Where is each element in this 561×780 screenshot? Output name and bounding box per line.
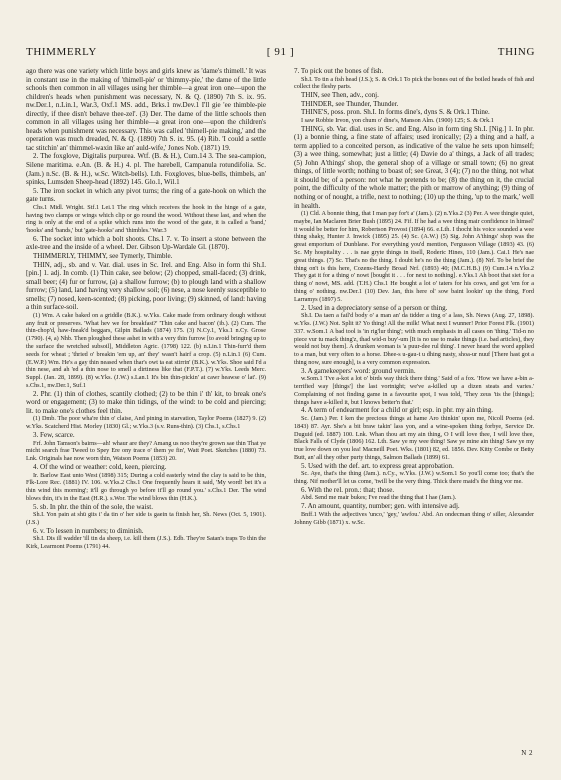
entry-paragraph: 6. With the rel. pron.: that; those.: [301, 485, 395, 494]
header-left-headword: THIMMERLY: [26, 46, 97, 58]
entry-paragraph: THINDER, see Thunder, Thunder.: [301, 99, 399, 108]
signature-mark: N 2: [521, 749, 533, 757]
right-column: [294, 67, 534, 757]
entry-paragraph: (1) Dmb. The poor wha're thin o' claise, And pining in starvation, Taylor Poems (1827) 9. (2) w.Yks. Scatcherd Hist. Morley (1830) Gl.; w.Yks.3 (s.v. Runs-thin). (3) Chs.1, s.Chs.1: [26, 415, 266, 431]
entry-paragraph: Frf. John Tamson's bairns—ah! whaur are they? Amang us noo they're grown sae thin That ye micht search frae Tweed to Spey Ere ony trace o' them ye fin', Watt Poet. Sketches (1880) 73. Lnk. Originals hae now worn thin, Watson Poems (1853) 20.: [26, 439, 266, 463]
entry-paragraph: THING, sb. Var. dial. uses in Sc. and Eng. Also in form ting Sh.I. [Nig.] 1. In phr. (1) a bonnie thing, a fine state of affairs; used ironically; (2) a thing and a half, a term applied to a conceited person, as indicative of the value he sets upon himself; (3) a wee thing, somewhat; just a little; (4) Davie do a' things, a Jack of all trades; (5) John A'things' shop, the general shop of a village or small town; (6) no great things, of little worth; nothing to boast of; see Great, 3 (4); (7) no the thing, not what it should be; of a person: not what he pretends to be; (8) the thing on it, the crucial point, the difficulty of the whole matter; the pith or marrow of anything; (9) thing of nothing or of nought, a trifle, next to nothing; (10) up the thing, 'up to the mark,' well in health.: [294, 124, 534, 210]
entry-paragraph: Sh.I. Yon pain at shü gits i' da tin o' her side is gaein ta finish her, Sh. News (Oct. 5, 1901). (J.S.): [26, 511, 266, 527]
entry-paragraph: 2. Used in a depreciatory sense of a person or thing.: [301, 303, 448, 312]
entry-paragraph: 2. Phr. (1) thin of clothes, scantily clothed; (2) to be thin i' th' kit, to break one's word or engagement; (3) to make thin tidings, of the wind: to be cold and piercing; lit. to make one's clothes feel thin.: [26, 389, 266, 415]
page-number: [ 91 ]: [266, 46, 295, 58]
entry-paragraph: Abd. Send me mair bukes; I've read the thing that I hae (Jam.).: [301, 494, 457, 502]
entry-paragraph: Chs.1 Midl. Wright. Stf.1 Lei.1 The ring which receives the hook in the hinge of a gate, having two clamps or wings which clip or go round the wood. Without these last, and when the ring is only at the end of a spike which runs into the wood of the gate, it is called a 'band,' 'hooks' and 'bands,' but 'gate-hooks' and 'thimbles.' War.3: [26, 203, 266, 235]
entry-paragraph: I saw Robbie Irvon, yon chum o' dine's, Manson Alm. (1900) 125; S. & Ork.1: [301, 116, 494, 124]
entry-paragraph: 4. Of the wind or weather: cold, keen, piercing.: [33, 463, 167, 471]
entry-paragraph: THIN, adj., sb. and v. Var. dial. uses in Sc. Irel. and Eng. Also in form thi Sh.I. [pin.] 1. adj. In comb. (1) Thin cake, see below; (2) chopped, small-faced; (3) drink, small beer; (4) fur or furrow, (a) a shallow furrow; (b) to plough land with a shallow furrow; (5) land, land having very shallow soil; (6) nese, a nose keenly susceptible to smells; (7) nosed, keen-scented; (8) picking, poor living; (9) skinned, of land: having a thin surface-soil.: [26, 260, 266, 312]
entry-paragraph: (1) Wm. A cake baked on a griddle (B.K.). w.Yks. Cake made from ordinary dough without any fruit or preserves. 'What hev we for breakfast?' 'Thin cake and bacon' (ib.). (2) Cum. The thin-chop'd, haw-fneak'd beggars, Gilpin Ballads (1874) 175. (3) N.Cy.1, Yks.1 n.Cy. Grose (1790). (4, a) Nhb. Then ploughed these ashet in with a very thin furrow [to avoid bringing up to the surface the wretched subsoil], Middleton Agric. (1798) 122. (b) n.Lin.1 Thin-furr'd them seeds for wheat ; 'thried o' breakin 'em up, an' they' wasn't hairf a crop. (5) n.Lin.1 (6) Cum. (E.W.P.) Wm. He's a gay thin neased when thar's owt ta eat stirrin' (B.K.). w.Yks. Shoe said I'd a thin nese, and ah 'ed a thin nose to smell a dirtiness like that (F.P.T.). (7) w.Yks. Leeds Merc. Suppl. (Jan. 28, 1899). (8) w.Yks. (J.W.) s.Lan.1 It's bin thin-pickin' at cawr heawse o' lat'. (9) s.Chs.1, nw.Der.1, Suf.1: [26, 311, 266, 390]
entry-paragraph: Sc. (Jam.) Per. I ken the precious things at hame Aro thinkin' upon me, Nicoll Poems (ed. 1843) 87. Ayr. She's a bit braw takin' lass yon, and a wine-spoken thing forbye, Service Dr. Duguid (ed. 1887) 100. Lnk. Whan thou art my ain thing, O I will love thee, I will love thee, Black Falls of Clyde (1806) 162. Lth. Saw ye my wee thing! Saw ye mine ain thing! Saw ye my true love down on you lea! Macneill Poet. Wks. (1801) 82, ed. 1856. Dev. Kitty Combe or Betty Butt, an' all they other purty things, Salmon Ballads (1899) 61.: [294, 415, 534, 461]
left-column: [26, 67, 266, 757]
entry-paragraph: 3. A gamekeepers' word: ground vermin.: [301, 366, 416, 375]
entry-paragraph: THIMMERLY, THIMMY, see Tymerly, Thimble.: [33, 252, 173, 261]
entry-paragraph: Sc. Aye, that's the thing (Jam.). n.Cy., w.Yks. (J.W.) w.Som.1 So you'll come too; that's the thing. Nif mother'll let us come, 'twill be the very thing. Thick there maid's the thing vor me.: [294, 470, 534, 486]
running-header: [26, 46, 535, 60]
entry-paragraph: Ir. Barlow East unto West (1898) 315; During a cold easterly wind the clay is said to be thin, Flk-Lore Rec. (1881) IV. 106. w.Yks.2 Chs.1 One frequently hears it said, 'My word! bet it's a thin wind this morning'; it'll go through yo before it'll go round you.' s.Chs.1 Der. The wind blows thin, it's in the East (H.R.). s.Wor. The wind blows thin (H.K.).: [26, 471, 266, 502]
entry-paragraph: 6. v. To lessen in numbers; to diminish.: [33, 526, 144, 535]
entry-paragraph: 5. The iron socket in which any pivot turns; the ring of a gate-hook on which the gate turns.: [26, 186, 266, 204]
entry-paragraph: ago there was one variety which little boys and girls knew as 'dame's thimell.' It was in constant use in the making of 'thimell-pie' or 'thimmy-pie,' the dame of the little schools then common in all villages using her thimble—a great iron one—upon the children's heads when punishment was necessary, N. & Q. (1890) 7th S. ix. 95. nw.Der.1, n.Lin.1, War.3, Oxf.1 MS. add., Brks.1 nw.Dev.1 I'll gie 'ee thimble-pie directly, if thee disn't behave thee-zel'. (3) Der. The dame of the little schools then common in all villages using her thimble—a great iron one—upon the children's heads when punishment was necessary. This was called 'thimell-pie making,' and the operation was much dreaded, N. & Q. (1890) 7th S. ix. 95. (4) Rib. 'I could a settle tac stitchin' an' thimmel-waxin like an' auld-wife,' Jones Nob. (1871) 19.: [26, 67, 266, 152]
entry-paragraph: 7. To pick out the bones of fish.: [294, 67, 384, 75]
entry-paragraph: THIN, see Then, adv., conj.: [301, 91, 379, 100]
entry-paragraph: 5. Used with the def. art. to express great approbation.: [301, 461, 454, 470]
entry-paragraph: Bnff.1 With the adjectives 'unco,' 'gey,' 'awfou.' Abd. An ondecman thing o' siller, Alexander Johnny Gibb (1871) x. w.Sc.: [294, 510, 534, 526]
entry-paragraph: 6. The socket into which a bolt shoots. Chs.1 7. v. To insert a stone between the axle-tree and the inside of a wheel. Der. Gibson Up-Wardale Gl. (1870).: [26, 234, 266, 252]
entry-paragraph: 2. The foxglove, Digitalis purpurea. Wtf. (B. & H.), Cum.14 3. The sea-campion, Silene maritima. e.An. (B. & H.) 4. pl. The harebell, Campanula rotundifolia. Sc. (Jam.) n.Sc. (B. & H.), w.Sc. Witch-bells). Lth. Foxgloves, blue-bells, thimbels, an' spinks, Lumsden Sheep-head (1892) 145. Glo.1, Wil.1: [26, 152, 266, 187]
entry-paragraph: Sh.I. Da taen a fail'd body o' a man an' da tidder a ting o' a lass, Sh. News (Aug. 27, 1898). w.Yks. (J.W.) Not. Split it? Yo thing! All the milk! What next I wunner! Prior Forest Flk. (1901) 337. w.Som.1 A bad tool is 'in rig'lur thing'; with much emphasis in all cases on 'thing.' Tid-n no piece vur tu mack thing'z, thad wid-n buy'-um [It is no use to make things (i.e. bad articles), they would not buy them]. A drunken woman is 'a puur-dee rul thing'. I never heard the word applied to a man, but very often to a horse. Dhee-s u-gau-t u dhing nasty, shoa-ur nuuf [There hast got a thing now, sure enough], is a very common expression.: [294, 312, 534, 366]
entry-paragraph: Sh.I. Dis ill wadder 'ill tin da sheep, i.e. kill them (J.S.). Edb. They're Satan's traps To thin the Kirk, Learmont Poems (1791) 44.: [26, 535, 266, 551]
entry-paragraph: 7. An amount, quantity, number; gen. with intensive adj.: [301, 502, 460, 511]
entry-paragraph: w.Som.1 'I've a-kot a lot o' birds way thick there thing.' Said of a fox. 'How we have a-bin a-terrified way [things'] the last vortnight; we've a-killed up a dizen steats and varies.' Complaining of not finding game in a favourite spot, I was told, 'They zeus 'tis the [things]; things have a-killed it, but I knows better'n that.': [294, 375, 534, 406]
entry-paragraph: 3. Few, scarce.: [33, 431, 75, 440]
entry-paragraph: (1) Cld. A bonnie thing, that I man pay for't a' (Jam.). (2) n.Yks.2 (3) Per. A wee thingie quiet, maybe, Ian Maclaren Brier Bush (1895) 24. Fif. If he had a wee thing mair confidence in himsel' it would be better for him, Robertson Provost (1894) 66. e.Lth. I thocht his voice sounded a wee thing shaky, Hunter J. Inwick (1895) 25. (4) Sc. (A.W.) (5) Sig. John A'things' shop was the great emporium of Dunblane. For everything you'd mention, Fergusson Village (1893) 43. (6) Sc. My hospitality . . . is nae gryte things in itsell, Roderic Hines, 110 (Jam.). Cai.1 He's nae great things. (7) Sc. That's no the thing. I doubt he's no the thing (Jam.). (8) Nrf. To be brief the thing on't is this here, Cozens-Hardy Broad Nrf. (1893) 40; (M.C.H.B.) (9) Cum.14 n.Yks.2 They gat it for a thing o' nowt [bought it . . . for next to nothing]. e.Yks.1 Ah boot that siet for a thing o' nowt, MS. add. (T.H.) Chs.1 He bought a lot o' taters for his cows, and got 'em for a thing o' nothing. nw.Der.1 (10) Dev. Jan, this here ol' sow baint lookin' up the thing, Ford Larramys (1897) 5.: [294, 210, 534, 303]
entry-paragraph: Sh.I. To tin a fish head (J.S.); S. & Ork.1 To pick the bones out of the boiled heads of fish and collect the fleshy parts.: [294, 75, 534, 91]
entry-paragraph: 5. sb. In phr. the thin of the sole, the waist.: [33, 502, 153, 511]
entry-paragraph: THINE'S, poss. pron. Sh.I. In forms dine's, dyns S. & Ork.1 Thine.: [301, 108, 490, 117]
entry-paragraph: 4. A term of endearment for a child or girl; esp. in phr. my ain thing.: [301, 406, 493, 415]
header-right-headword: THING: [497, 46, 535, 58]
